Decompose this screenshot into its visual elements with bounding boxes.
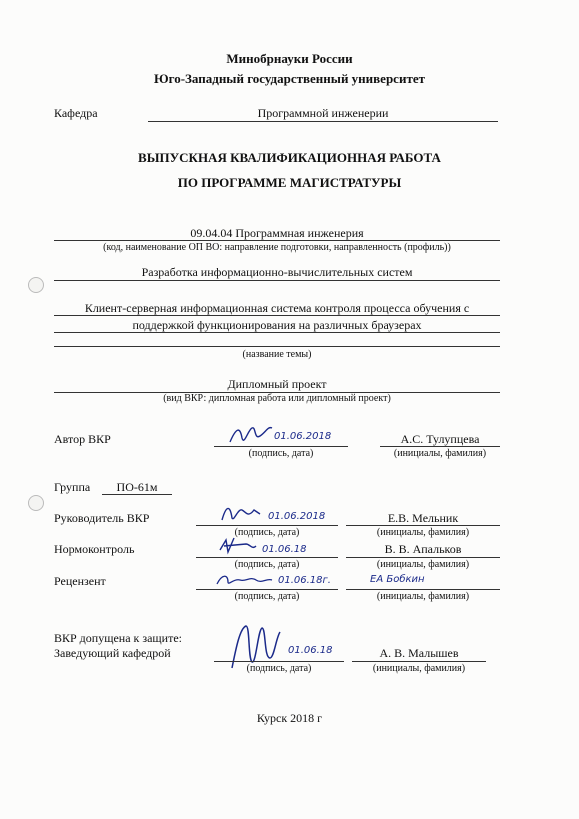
head-of-department-label: Заведующий кафедрой: [54, 646, 171, 660]
work-type-value: Дипломный проект: [227, 377, 327, 391]
topic-caption: (название темы): [242, 349, 312, 360]
work-title-line1: ВЫПУСКНАЯ КВАЛИФИКАЦИОННАЯ РАБОТА: [138, 150, 441, 165]
normcontrol-sign-line: [196, 557, 338, 558]
topic-line1: Клиент-серверная информационная система контроля процесса обучения с: [84, 301, 470, 315]
admission-label: ВКР допущена к защите:: [54, 631, 182, 645]
normcontrol-name-line: [346, 557, 500, 558]
author-sign-caption: (подпись, дата): [248, 448, 314, 459]
topic-underline1: [54, 315, 500, 316]
reviewer-sign-caption: (подпись, дата): [234, 591, 300, 602]
ministry-name: Минобрнауки России: [226, 51, 353, 66]
reviewer-name-caption: (инициалы, фамилия): [376, 591, 470, 602]
supervisor-name-caption: (инициалы, фамилия): [376, 527, 470, 538]
reviewer-name: ЕА Бобкин: [370, 574, 425, 585]
author-sign-line: [214, 446, 348, 447]
supervisor-label: Руководитель ВКР: [54, 511, 150, 525]
topic-underline2: [54, 332, 500, 333]
author-sign-date: 01.06.2018: [274, 431, 332, 442]
punch-hole: [28, 495, 44, 511]
author-name-caption: (инициалы, фамилия): [393, 448, 487, 459]
reviewer-label: Рецензент: [54, 574, 106, 588]
punch-hole: [28, 277, 44, 293]
supervisor-sign-line: [196, 525, 338, 526]
reviewer-sign-line: [196, 589, 338, 590]
program-underline: [54, 240, 500, 241]
reviewer-signature: [214, 568, 274, 590]
profile-value: Разработка информационно-вычислительных систем: [141, 265, 413, 279]
department-value: Программной инженерии: [257, 106, 389, 120]
head-name-caption: (инициалы, фамилия): [372, 663, 466, 674]
head-sign-date: 01.06.18: [288, 645, 333, 656]
department-underline: [148, 121, 498, 122]
head-sign-caption: (подпись, дата): [246, 663, 312, 674]
supervisor-name-line: [346, 525, 500, 526]
supervisor-signature: [218, 500, 264, 526]
supervisor-sign-date: 01.06.2018: [268, 511, 326, 522]
head-name: А. В. Малышев: [379, 646, 459, 660]
author-label: Автор ВКР: [54, 432, 111, 446]
program-caption: (код, наименование ОП ВО: направление подготовки, направленность (профиль)): [103, 242, 451, 253]
program-value: 09.04.04 Программная инженерия: [190, 226, 364, 240]
city-year: Курск 2018 г: [256, 711, 323, 725]
university-name: Юго-Западный государственный университет: [154, 71, 425, 86]
author-name-line: [380, 446, 500, 447]
normcontrol-name: В. В. Апальков: [384, 542, 462, 556]
group-label: Группа: [54, 480, 91, 494]
supervisor-name: Е.В. Мельник: [387, 511, 459, 525]
topic-underline3: [54, 346, 500, 347]
work-title-line2: ПО ПРОГРАММЕ МАГИСТРАТУРЫ: [177, 175, 402, 190]
head-sign-line: [214, 661, 344, 662]
reviewer-name-line: [346, 589, 500, 590]
normcontrol-signature: [216, 532, 262, 558]
group-value: ПО-61м: [116, 480, 158, 494]
profile-underline: [54, 280, 500, 281]
normcontrol-sign-date: 01.06.18: [262, 544, 307, 555]
topic-line2: поддержкой функционирования на различных браузерах: [132, 318, 422, 332]
normcontrol-sign-caption: (подпись, дата): [234, 559, 300, 570]
normcontrol-label: Нормоконтроль: [54, 542, 135, 556]
head-name-line: [352, 661, 486, 662]
author-name: А.С. Тулупцева: [400, 432, 480, 446]
group-underline: [102, 494, 172, 495]
reviewer-sign-date: 01.06.18г.: [278, 575, 331, 586]
supervisor-sign-caption: (подпись, дата): [234, 527, 300, 538]
department-label: Кафедра: [54, 106, 98, 120]
work-type-caption: (вид ВКР: дипломная работа или дипломный проект): [163, 393, 391, 404]
normcontrol-name-caption: (инициалы, фамилия): [376, 559, 470, 570]
